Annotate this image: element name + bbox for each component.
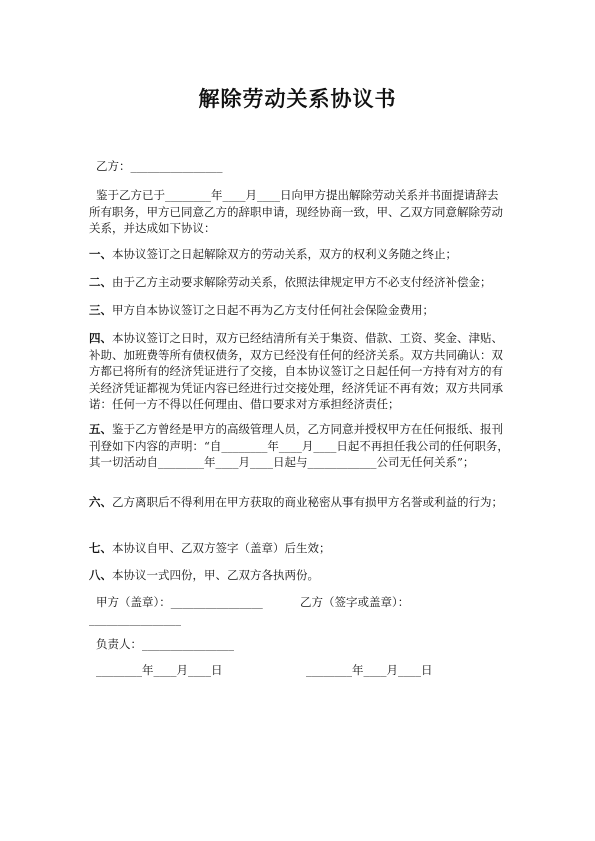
clause-5: [89, 421, 509, 471]
clause-number: 一、: [89, 247, 112, 261]
clause-number: 四、: [89, 331, 112, 345]
clause-text: 鉴于乙方曾经是甲方的高级管理人员，乙方同意并授权甲方在任何报纸、报刊刊登如下内容的声明：“自________年____月____日起不再担任我公司的任何职务，其一切活动自________年____月____日起与____________公司无任何关系”；: [89, 422, 509, 470]
clause-text: 本协议自甲、乙双方签字（盖章）后生效；: [112, 541, 331, 555]
clause-8: [89, 567, 509, 584]
clause-number: 八、: [89, 568, 112, 582]
clause-text: 乙方离职后不得利用在甲方获取的商业秘密从事有损甲方名誉或利益的行为；: [112, 495, 503, 509]
clause-number: 六、: [89, 495, 112, 509]
party-b-line: 乙方：________________: [96, 159, 223, 173]
party-a-signature: 甲方（盖章）：________________: [96, 595, 263, 609]
clause-1: [89, 246, 509, 263]
intro-paragraph: 鉴于乙方已于________年____月____日向甲方提出解除劳动关系并书面提请辞去所有职务，甲方已同意乙方的辞职申请，现经协商一致，甲、乙双方同意解除劳动关系，并达成如下协议：: [89, 188, 503, 236]
party-b-signature: 乙方（签字或盖章）：: [300, 595, 410, 609]
clause-number: 三、: [89, 303, 112, 317]
clause-number: 七、: [89, 541, 112, 555]
document-title: 解除劳动关系协议书: [198, 87, 397, 111]
clause-text: 由于乙方主动要求解除劳动关系，依照法律规定甲方不必支付经济补偿金；: [112, 275, 492, 289]
clause-7: [89, 540, 509, 557]
clause-3: [89, 302, 509, 319]
clause-number: 二、: [89, 275, 112, 289]
date-left: ________年____月____日: [96, 663, 223, 677]
clause-2: [89, 274, 509, 291]
date-right: ________年____月____日: [306, 663, 433, 677]
clause-text: 本协议签订之日起解除双方的劳动关系，双方的权利义务随之终止；: [112, 247, 457, 261]
clause-6: [89, 494, 509, 511]
responsible-person: 负责人：________________: [96, 637, 234, 651]
clause-number: 五、: [89, 422, 112, 436]
clause-text: 甲方自本协议签订之日起不再为乙方支付任何社会保险金费用；: [112, 303, 434, 317]
clause-text: 本协议签订之日时，双方已经结清所有关于集资、借款、工资、奖金、津贴、补助、加班费等所有债权债务，双方已经没有任何的经济关系。双方共同确认：双方都已将所有的经济凭证进行了交接，自本协议签订之日起任何一方持有对方的有关经济凭证都视为凭证内容已经进行过交接处理，经济凭证不再有效；双方共同承诺：任何一方不得以任何理由、借口要求对方承担经济责任；: [89, 331, 503, 412]
party-b-signature-line: ________________: [89, 612, 181, 626]
clause-text: 本协议一式四份，甲、乙双方各执两份。: [112, 568, 319, 582]
clause-4: [89, 330, 509, 413]
